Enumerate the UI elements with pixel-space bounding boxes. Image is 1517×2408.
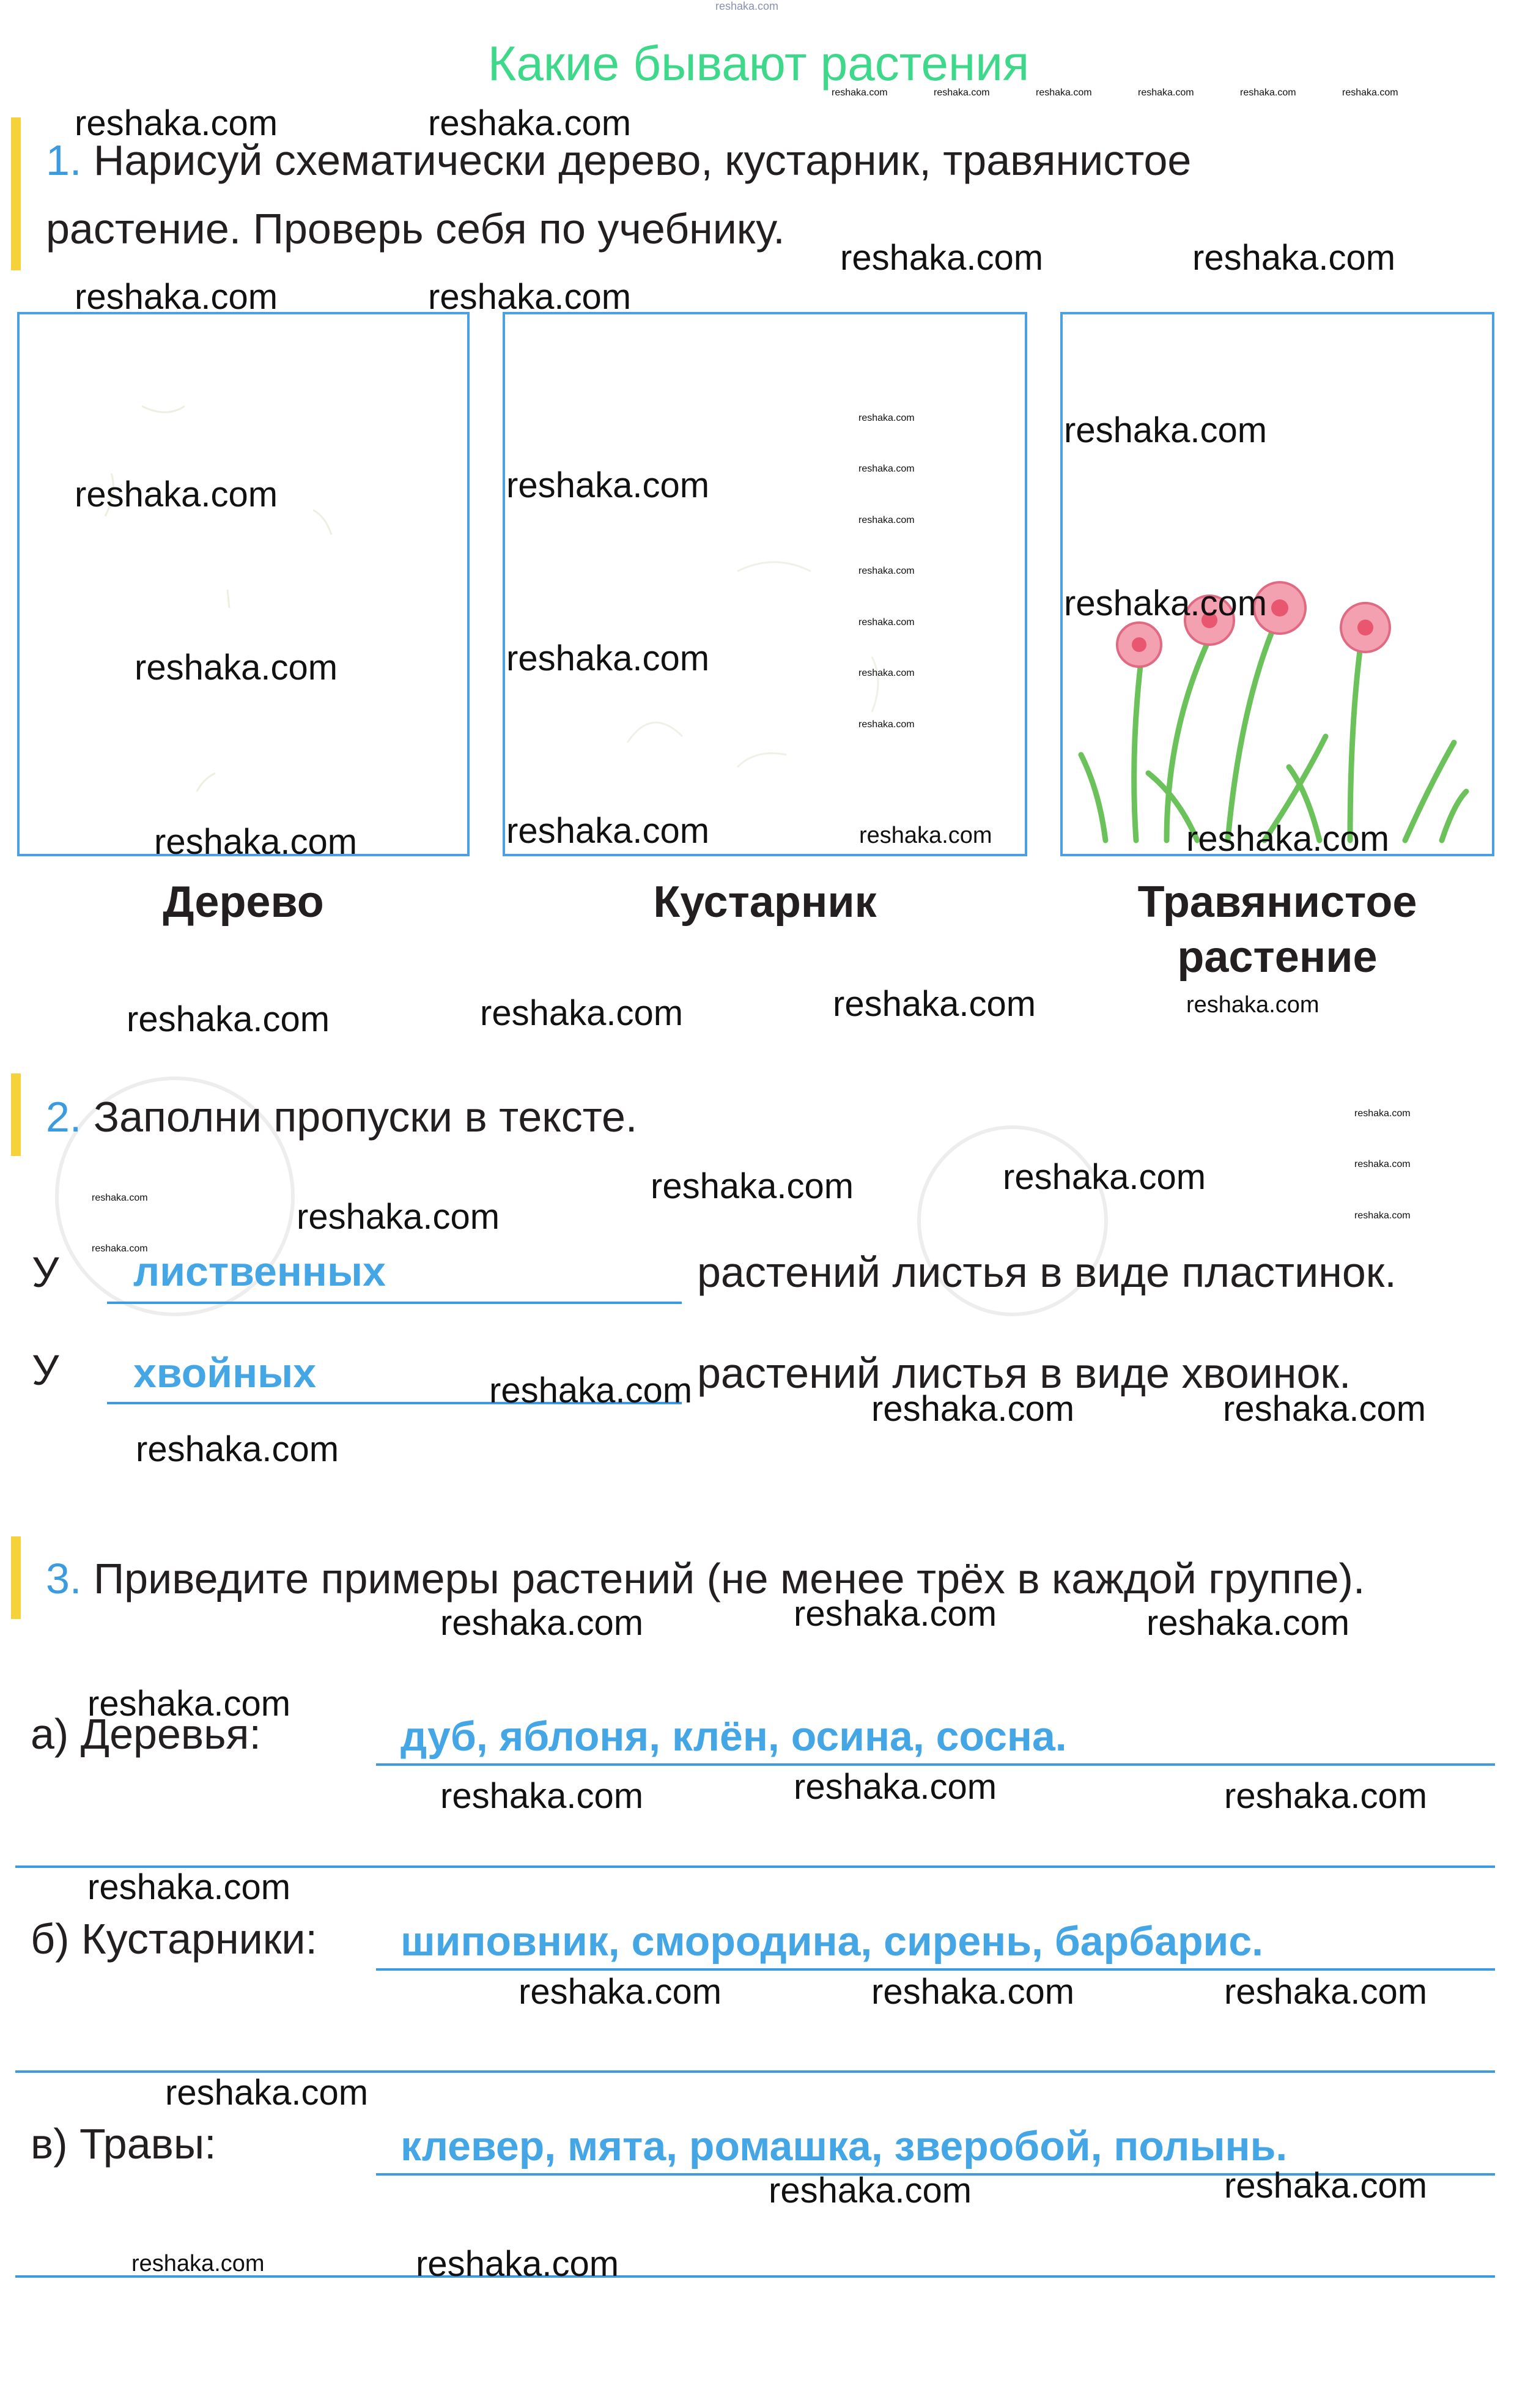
- watermark: reshaka.com: [131, 2251, 265, 2276]
- watermark: reshaka.com: [794, 1767, 997, 1807]
- watermark: reshaka.com: [75, 475, 278, 514]
- task1-number: 1.: [46, 136, 82, 184]
- watermark: reshaka.com: [92, 1193, 148, 1203]
- task2-number: 2.: [46, 1093, 82, 1141]
- fill-row-prefix: У: [32, 1248, 59, 1296]
- watermark: reshaka.com: [440, 1776, 644, 1816]
- watermark: reshaka.com: [840, 238, 1044, 278]
- fill-blank-line: [107, 1302, 682, 1304]
- watermark: reshaka.com: [858, 719, 915, 730]
- watermark: reshaka.com: [1240, 87, 1296, 98]
- watermark: reshaka.com: [87, 1867, 291, 1907]
- watermark: reshaka.com: [794, 1594, 997, 1634]
- watermark: reshaka.com: [1186, 992, 1320, 1018]
- task3-marker: [11, 1536, 21, 1619]
- watermark: reshaka.com: [506, 811, 710, 851]
- watermark: reshaka.com: [1354, 1210, 1411, 1221]
- group-answer-shrubs[interactable]: шиповник, смородина, сирень, барбарис.: [400, 1918, 1264, 1965]
- watermark: reshaka.com: [1186, 819, 1390, 859]
- watermark: reshaka.com: [1342, 87, 1398, 98]
- fill-row-suffix: растений листья в виде пластинок.: [697, 1248, 1397, 1296]
- tree-drawing-box[interactable]: [17, 312, 470, 856]
- watermark: reshaka.com: [832, 87, 888, 98]
- watermark: reshaka.com: [519, 1972, 722, 2012]
- task2-marker: [11, 1073, 21, 1156]
- task1-line2: растение. Проверь себя по учебнику.: [46, 205, 785, 253]
- watermark: reshaka.com: [1354, 1159, 1411, 1169]
- group-answer-trees[interactable]: дуб, яблоня, клён, осина, сосна.: [400, 1713, 1067, 1760]
- watermark: reshaka.com: [934, 87, 990, 98]
- watermark: reshaka.com: [651, 1166, 854, 1206]
- watermark: reshaka.com: [297, 1197, 500, 1237]
- top-watermark: reshaka.com: [715, 0, 779, 12]
- bush-sketch: [505, 314, 1025, 854]
- watermark: reshaka.com: [75, 103, 278, 143]
- watermark: reshaka.com: [858, 566, 915, 576]
- watermark: reshaka.com: [489, 1371, 693, 1410]
- watermark: reshaka.com: [87, 1684, 291, 1724]
- tree-caption: Дерево: [163, 878, 324, 927]
- watermark: reshaka.com: [1192, 238, 1396, 278]
- watermark: reshaka.com: [1354, 1108, 1411, 1119]
- fill-row-suffix: растений листья в виде хвоинок.: [697, 1349, 1351, 1397]
- watermark: reshaka.com: [428, 277, 632, 317]
- bush-caption: Кустарник: [653, 878, 877, 927]
- watermark: reshaka.com: [769, 2171, 972, 2210]
- watermark: reshaka.com: [1223, 1389, 1427, 1429]
- watermark: reshaka.com: [506, 465, 710, 505]
- bush-drawing-box[interactable]: [503, 312, 1027, 856]
- watermark: reshaka.com: [136, 1429, 339, 1469]
- watermark: reshaka.com: [1003, 1157, 1206, 1197]
- task3-instruction: Приведите примеры растений (не менее трёх в каждой группе).: [93, 1555, 1365, 1602]
- watermark: reshaka.com: [75, 277, 278, 317]
- watermark: reshaka.com: [416, 2244, 619, 2284]
- task1-line1: Нарисуй схематически дерево, кустарник, травянистое: [93, 136, 1192, 184]
- watermark: reshaka.com: [428, 103, 632, 143]
- group-label-shrubs: б) Кустарники:: [31, 1915, 317, 1963]
- page-title: Какие бывают растения: [487, 36, 1030, 91]
- watermark: reshaka.com: [165, 2073, 369, 2113]
- watermark: reshaka.com: [859, 823, 992, 848]
- group-label-herbs: в) Травы:: [31, 2120, 216, 2168]
- watermark: reshaka.com: [506, 639, 710, 678]
- herb-caption: [1060, 875, 1494, 985]
- watermark: reshaka.com: [1224, 2166, 1428, 2206]
- watermark: reshaka.com: [858, 464, 915, 474]
- tree-sketch: [20, 314, 467, 854]
- watermark: reshaka.com: [833, 984, 1036, 1024]
- task1-marker: [11, 117, 21, 270]
- watermark: reshaka.com: [440, 1603, 644, 1643]
- watermark: reshaka.com: [1064, 410, 1268, 450]
- watermark: reshaka.com: [480, 993, 684, 1033]
- task2-text: [46, 1083, 637, 1151]
- task3-number: 3.: [46, 1555, 82, 1602]
- answer-line: [376, 1968, 1495, 1971]
- answer-line: [376, 1763, 1495, 1766]
- watermark: reshaka.com: [154, 822, 358, 862]
- watermark: reshaka.com: [1138, 87, 1194, 98]
- watermark: reshaka.com: [1146, 1603, 1350, 1643]
- watermark: reshaka.com: [135, 648, 338, 687]
- watermark: reshaka.com: [858, 668, 915, 678]
- watermark: reshaka.com: [1036, 87, 1092, 98]
- watermark: reshaka.com: [858, 413, 915, 423]
- watermark: reshaka.com: [92, 1243, 148, 1254]
- watermark: reshaka.com: [858, 515, 915, 525]
- fill-answer[interactable]: хвойных: [133, 1350, 317, 1396]
- watermark: reshaka.com: [1224, 1776, 1428, 1816]
- watermark: reshaka.com: [871, 1389, 1075, 1429]
- watermark: reshaka.com: [871, 1972, 1075, 2012]
- task2-instruction: Заполни пропуски в тексте.: [93, 1093, 638, 1141]
- group-answer-herbs[interactable]: клевер, мята, ромашка, зверобой, полынь.: [400, 2123, 1288, 2169]
- watermark: reshaka.com: [127, 999, 330, 1039]
- group-label-trees: а) Деревья:: [31, 1710, 261, 1758]
- watermark: reshaka.com: [1064, 583, 1268, 623]
- herb-caption-line1: Травянистое: [1137, 878, 1417, 927]
- watermark: reshaka.com: [1224, 1972, 1428, 2012]
- fill-row-prefix: У: [32, 1346, 59, 1394]
- herb-caption-line2: растение: [1177, 933, 1378, 982]
- fill-answer[interactable]: лиственных: [133, 1248, 386, 1295]
- watermark: reshaka.com: [858, 617, 915, 628]
